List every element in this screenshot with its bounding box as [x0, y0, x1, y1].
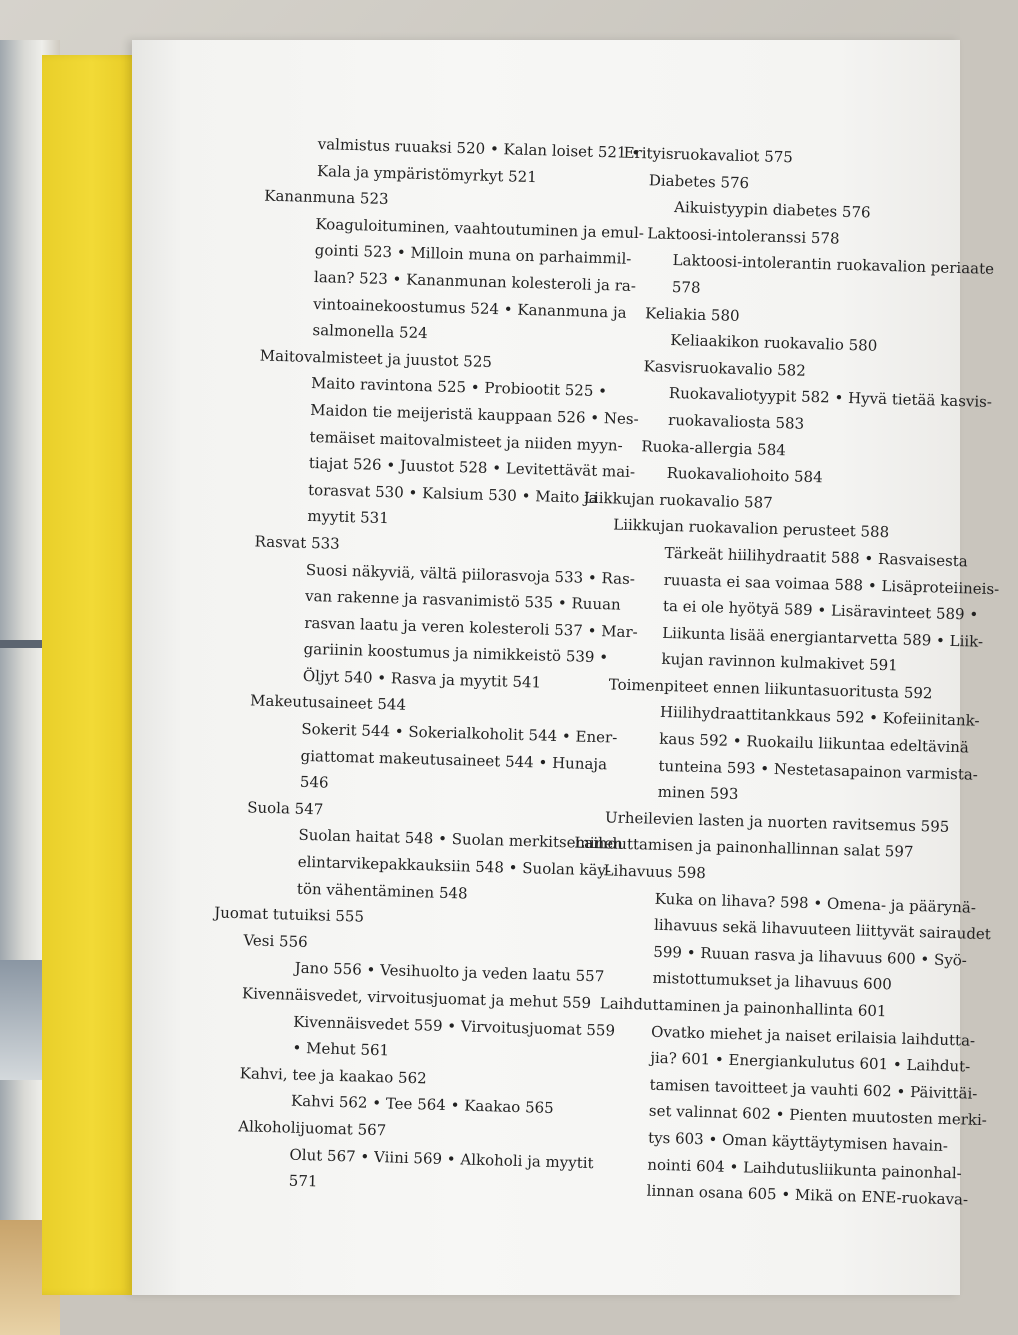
- toc-line: Sokerit 544 • Sokerialkoholit 544 • Ener-: [301, 719, 618, 747]
- toc-line: minen 593: [657, 783, 739, 804]
- toc-line: 599 • Ruuan rasva ja lihavuus 600 • Syö-: [653, 942, 968, 970]
- toc-line: Urheilevien lasten ja nuorten ravitsemus 595: [604, 808, 950, 836]
- toc-line: rasvan laatu ja veren kolesteroli 537 • Mar-: [304, 613, 639, 641]
- toc-line: Kivennäisvedet, virvoitusjuomat ja mehut 559: [241, 984, 592, 1013]
- toc-line: giattomat makeutusaineet 544 • Hunaja: [300, 746, 608, 774]
- toc-line: vintoainekoostumus 524 • Kananmuna ja: [313, 294, 627, 322]
- toc-line: Tärkeät hiilihydraatit 588 • Rasvaisesta: [664, 543, 969, 571]
- toc-line: Diabetes 576: [648, 170, 750, 192]
- toc-line: Vesi 556: [243, 931, 308, 951]
- toc-line: Suola 547: [246, 798, 324, 819]
- toc-line: Liikkujan ruokavalio 587: [583, 488, 773, 512]
- toc-line: elintarvikepakkauksiin 548 • Suolan käy-: [297, 852, 612, 880]
- toc-line: 546: [299, 773, 329, 792]
- toc-line: torasvat 530 • Kalsium 530 • Maito ja: [307, 480, 598, 507]
- toc-line: 571: [288, 1171, 318, 1191]
- toc-line: valmistus ruuaksi 520 • Kalan loiset 521 •: [317, 135, 641, 163]
- toc-line: Ovatko miehet ja naiset erilaisia laihdutta-: [650, 1022, 976, 1050]
- toc-line: gointi 523 • Milloin muna on parhaimmil-: [314, 241, 632, 269]
- toc-line: mistottumukset ja lihavuus 600: [652, 969, 893, 994]
- toc-line: lihavuus sekä lihavuuteen liittyvät sairaudet: [653, 915, 992, 944]
- toc-line: Keliaakikon ruokavalio 580: [670, 331, 878, 355]
- toc-line: Aikuistyypin diabetes 576: [673, 198, 871, 222]
- toc-line: tunteina 593 • Nestetasapainon varmista-: [658, 756, 979, 784]
- toc-line: nointi 604 • Laihdutusliikunta painonhal-: [647, 1155, 963, 1182]
- toc-line: ruokavaliosta 583: [667, 410, 805, 433]
- toc-line: Suosi näkyviä, vältä piilorasvoja 533 • Ras-: [305, 560, 636, 588]
- toc-line: set valinnat 602 • Pienten muutosten merki-: [648, 1102, 988, 1130]
- toc-line: ruuasta ei saa voimaa 588 • Lisäproteiineis-: [663, 570, 1000, 598]
- toc-line: kujan ravinnon kulmakivet 591: [661, 650, 898, 675]
- toc-line: tiajat 526 • Juustot 528 • Levitettävät mai-: [308, 454, 636, 482]
- toc-line: laan? 523 • Kananmunan kolesteroli ja ra-: [313, 267, 637, 295]
- toc-line: Makeutusaineet 544: [249, 691, 407, 715]
- toc-line: Keliakia 580: [644, 303, 740, 325]
- toc-line: Öljyt 540 • Rasva ja myytit 541: [302, 666, 542, 692]
- toc-line: Jano 556 • Vesihuolto ja veden laatu 557: [294, 959, 605, 986]
- toc-line: Maidon tie meijeristä kauppaan 526 • Nes-: [310, 400, 639, 429]
- toc-line: 578: [671, 277, 701, 297]
- toc-line: kaus 592 • Ruokailu liikuntaa edeltävinä: [659, 729, 970, 757]
- toc-line: Maito ravintona 525 • Probiootit 525 •: [310, 374, 608, 401]
- toc-line: Laihduttamisen ja painonhallinnan salat 597: [574, 833, 914, 862]
- toc-line: Laktoosi-intoleranssi 578: [647, 224, 840, 248]
- toc-line: tys 603 • Oman käyttäytymisen havain-: [647, 1128, 949, 1155]
- toc-line: Kasvisruokavalio 582: [643, 356, 807, 380]
- toc-line: Kala ja ympäristömyrkyt 521: [316, 161, 538, 186]
- toc-line: jia? 601 • Energiankulutus 601 • Laihdut-: [650, 1048, 971, 1076]
- toc-line: Ruoka-allergia 584: [641, 436, 787, 459]
- toc-line: Laihduttaminen ja painonhallinta 601: [599, 994, 887, 1021]
- toc-left-column: [206, 129, 645, 1201]
- toc-line: Olut 567 • Viini 569 • Alkoholi ja myytit: [289, 1145, 594, 1172]
- toc-line: Kananmuna 523: [264, 186, 389, 209]
- toc-line: Rasvat 533: [254, 532, 340, 553]
- toc-line: Hiilihydraattitankkaus 592 • Kofeiinitank-: [659, 703, 980, 731]
- toc-line: ta ei ole hyötyä 589 • Lisäravinteet 589 •: [662, 596, 979, 624]
- toc-line: Maitovalmisteet ja juustot 525: [259, 346, 493, 371]
- toc-line: salmonella 524: [312, 321, 428, 343]
- toc-right-column: [564, 139, 1000, 1212]
- toc-line: Koaguloituminen, vaahtoutuminen ja emul-: [315, 214, 645, 242]
- toc-line: Ruokavaliohoito 584: [666, 464, 823, 487]
- toc-line: Suolan haitat 548 • Suolan merkitseminen: [298, 826, 624, 854]
- toc-line: temäiset maitovalmisteet ja niiden myyn-: [309, 427, 623, 455]
- toc-line: Toimenpiteet ennen liikuntasuoritusta 592: [608, 675, 933, 703]
- toc-line: Kahvi 562 • Tee 564 • Kaakao 565: [290, 1092, 554, 1118]
- toc-line: van rakenne ja rasvanimistö 535 • Ruuan: [304, 586, 621, 614]
- toc-line: myytit 531: [307, 507, 390, 528]
- toc-line: Kuka on lihava? 598 • Omena- ja päärynä-: [654, 889, 977, 917]
- toc-line: tön vähentäminen 548: [296, 879, 468, 903]
- toc-line: tamisen tavoitteet ja vauhti 602 • Päivittäi-: [649, 1075, 978, 1103]
- toc-line: gariinin koostumus ja nimikkeistö 539 •: [303, 640, 609, 667]
- toc-line: Liikkujan ruokavalion perusteet 588: [612, 515, 890, 542]
- toc-line: Alkoholijuomat 567: [238, 1117, 387, 1140]
- toc-line: Juomat tutuiksi 555: [214, 903, 365, 926]
- toc-line: Lihavuus 598: [603, 861, 707, 883]
- toc-line: Kahvi, tee ja kaakao 562: [239, 1064, 427, 1088]
- toc-line: Ruokavaliotyypit 582 • Hyvä tietää kasvis-: [668, 384, 993, 412]
- toc-line: • Mehut 561: [292, 1038, 390, 1060]
- toc-line: Liikunta lisää energiantarvetta 589 • Liik-: [661, 623, 984, 651]
- toc-line: Kivennäisvedet 559 • Virvoitusjuomat 559: [292, 1012, 616, 1040]
- toc-line: Erityisruokavaliot 575: [623, 143, 794, 167]
- toc-line: linnan osana 605 • Mikä on ENE-ruokava-: [646, 1181, 969, 1209]
- toc-line: Laktoosi-intolerantin ruokavalion periaate: [672, 251, 995, 279]
